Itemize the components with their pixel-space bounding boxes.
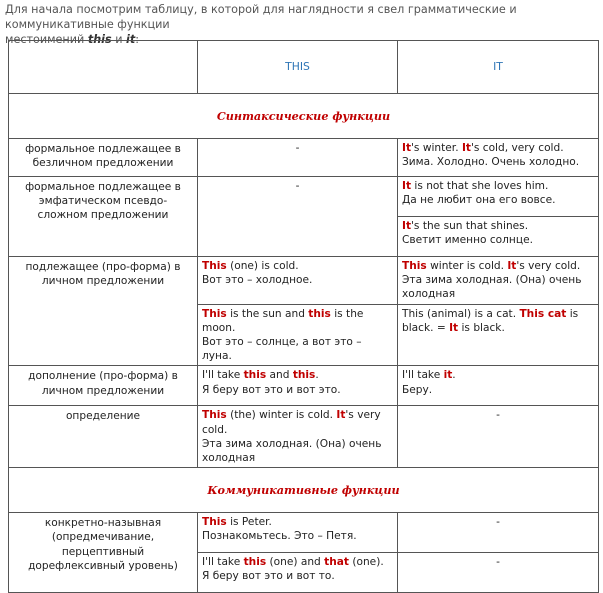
table-header-row [9,41,599,94]
func-naming: конкретно-назывная (опредмечивание, перцептивный дорефлексивный уровень) [9,513,198,593]
hl-this: This [202,516,227,529]
translation: Да не любит она его вовсе. [402,194,556,207]
text-part: (one). [348,556,384,569]
hl-it: It [402,142,412,154]
translation: Я беру вот это и вот это. [202,383,341,396]
intro-colon: : [135,33,140,46]
hl-it: It [449,321,459,334]
text-part: This (animal) is a cat. [402,307,520,320]
intro-line1: Для начала посмотрим таблицу, в которой для наглядности я свел грамматические и коммуникативные функции [5,3,517,31]
text-part: . [452,369,456,382]
intro-word-this: this [87,33,112,46]
it-cell-subject-2 [398,304,599,366]
intro-and: и [111,33,127,46]
hl-it: It [402,220,412,232]
table-row [9,513,599,553]
table-row [9,406,599,468]
text-part: is not that she loves him. [411,180,549,192]
this-cell-dash: - [198,177,398,257]
text-part: is the moon. [202,307,364,334]
func-attribute: определение [9,406,198,468]
text-part: 's the sun that shines. [411,220,529,232]
hl-this: This [202,409,227,422]
translation: Эта зима холодная. (Она) очень холодная [402,274,582,301]
hl-it: It [461,142,471,154]
func-subject-personal: подлежащее (про-форма) в личном предложении [9,257,198,366]
section-syntax-title: Синтаксические функции [9,94,599,139]
translation: Эта зима холодная. (Она) очень холодная [202,437,382,465]
hl-this: this [243,369,267,382]
text-part: 's very cold. [516,260,581,272]
hl-that: that [324,556,349,569]
intro-line2: местоимений [5,33,88,46]
hl-this: this [243,556,267,569]
text-part: is the sun and [226,307,309,320]
header-empty-cell [9,41,198,94]
it-cell-object [398,366,599,406]
hl-it: It [336,409,346,422]
header-it: IT [398,41,599,94]
text-part: 's very cold. [202,409,381,436]
func-formal-emphatic: формальное подлежащее в эмфатическом псевдо-сложном предложении [9,177,198,257]
text-part: I'll take [402,369,444,382]
text-part: is black. = [402,307,579,334]
hl-this: this [308,307,331,320]
header-this: THIS [198,41,398,94]
text-part: is Peter. [226,516,272,529]
text-part: 's cold, very cold. [470,142,564,154]
this-cell-attribute [198,406,398,468]
translation: Вот это – солнце, а вот это – луна. [202,336,362,363]
translation: Зима. Холодно. Очень холодно. [402,156,580,169]
hl-this: This [202,307,227,320]
section-comm-row [9,468,599,513]
translation: Познакомьтесь. Это – Петя. [202,530,357,543]
this-cell-object [198,366,398,406]
text-part: (the) winter is cold. [226,409,337,422]
text-part: 's winter. [411,142,462,154]
translation: Я беру вот это и вот то. [202,570,335,583]
hl-it: It [402,180,412,192]
it-cell-emphatic-2 [398,217,599,257]
translation: Беру. [402,383,433,396]
hl-this: This [202,260,227,272]
text-part: and [266,369,293,382]
hl-this-cat: This cat [519,307,567,320]
this-cell-naming-2 [198,553,398,593]
this-cell-naming-1 [198,513,398,553]
this-cell-dash: - [198,139,398,177]
hl-it: It [507,260,517,272]
text-part: (one) and [266,556,325,569]
it-cell-dash: - [398,513,599,553]
func-object: дополнение (про-форма) в личном предложении [9,366,198,406]
it-cell-emphatic-1 [398,177,599,217]
text-part: I'll take [202,556,244,569]
section-comm-title: Коммуникативные функции [9,468,599,513]
text-part: . [315,369,319,382]
translation: Вот это – холодное. [202,274,313,287]
func-formal-impersonal: формальное подлежащее в безличном предложении [9,139,198,177]
this-cell-subject-1 [198,257,398,305]
hl-it: it [443,369,453,382]
hl-this: This [402,260,427,272]
text-part: is black. [458,321,505,334]
intro-word-it: it [126,33,136,46]
it-cell-dash: - [398,553,599,593]
table-row [9,257,599,305]
table-row [9,139,599,177]
translation: Светит именно солнце. [402,234,533,247]
it-cell-formal-impersonal [398,139,599,177]
hl-this: this [292,369,316,382]
pronoun-functions-table [8,40,599,593]
text-part: (one) is cold. [226,260,299,272]
text-part: winter is cold. [426,260,508,272]
text-part: I'll take [202,369,244,382]
this-cell-subject-2 [198,304,398,366]
it-cell-subject-1 [398,257,599,305]
section-syntax-row [9,94,599,139]
it-cell-dash: - [398,406,599,468]
table-row [9,177,599,217]
table-row [9,366,599,406]
